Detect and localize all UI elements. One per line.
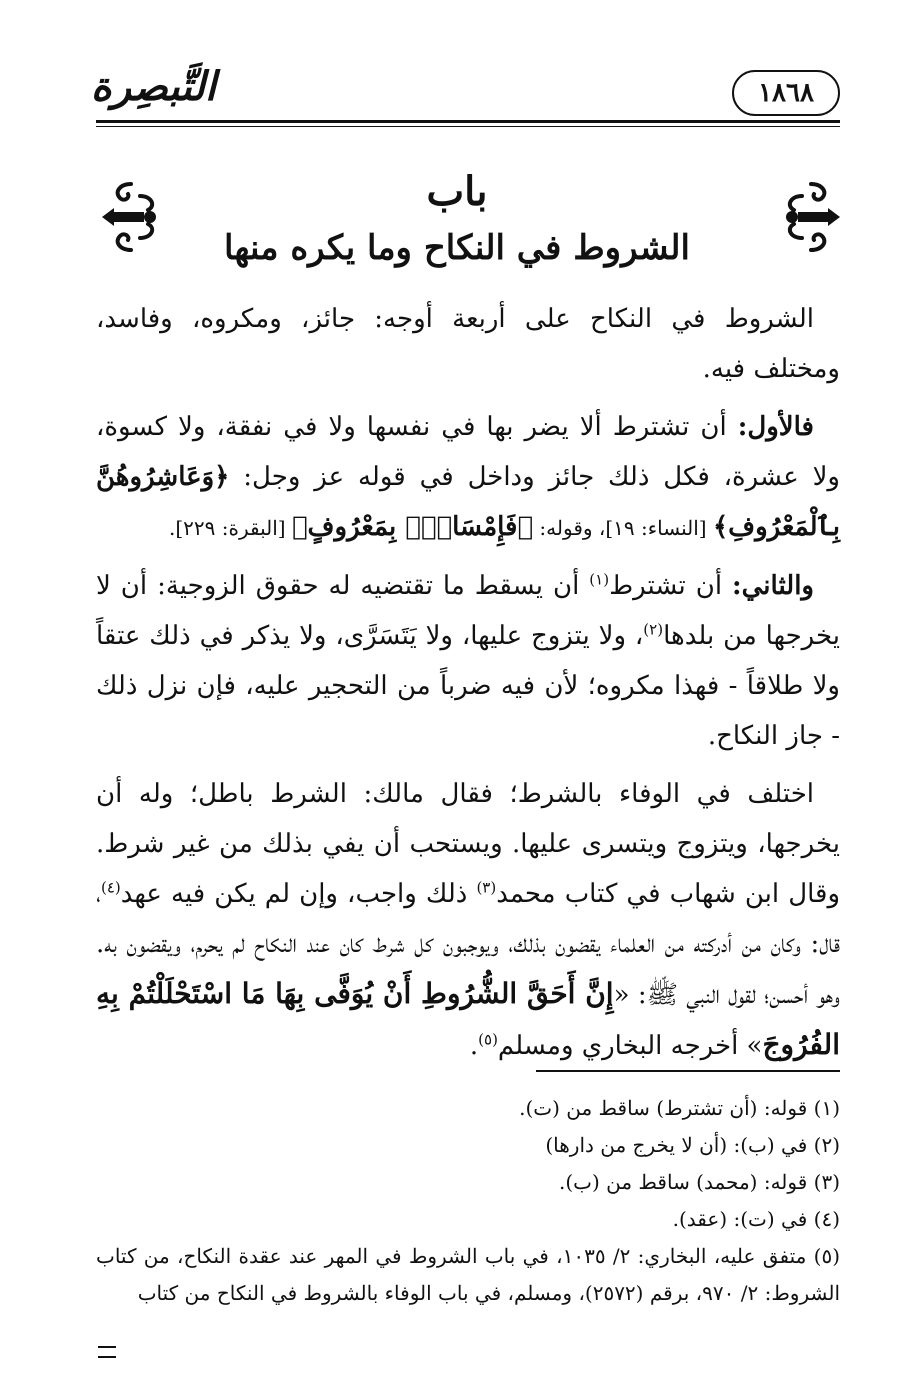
paragraph-4 — [96, 769, 840, 1071]
quran-verse: ﴿وَعَاشِرُوهُنَّ بِٱلْمَعْرُوفِ﴾ — [96, 462, 840, 542]
hadith-quote: إِنَّ أَحَقَّ الشُّرُوطِ أَنْ يُوَفَّى بِهَا مَا اسْتَحْلَلْتُمْ بِهِ الفُرُوجَ — [96, 977, 840, 1061]
footnotes — [96, 1090, 840, 1312]
paragraph-lead: والثاني: — [732, 571, 814, 601]
footnote-ref: (٤) — [100, 878, 121, 897]
paragraph-text: ذلك واجب، وإن لم يكن فيه عهد — [120, 879, 477, 909]
header-rule — [96, 120, 840, 123]
paragraph-lead: فالأول: — [737, 412, 814, 442]
body-text — [96, 294, 840, 1079]
running-header — [90, 58, 840, 130]
footnote-ref: (٥) — [478, 1030, 498, 1049]
footnote-ref: (١) — [589, 570, 610, 589]
footnote-2: (٢) في (ب): (أن لا يخرج من دارها) — [545, 1133, 840, 1157]
book-title: التَّبصِرة — [90, 63, 216, 110]
footnote-3: (٣) قوله: (محمد) ساقط من (ب). — [558, 1170, 840, 1194]
paragraph-1: الشروط في النكاح على أربعة أوجه: جائز، ومكروه، وفاسد، ومختلف فيه. — [96, 304, 840, 384]
continuation-mark — [98, 1346, 116, 1358]
paragraph-text: . — [469, 1031, 479, 1061]
chapter-label: باب — [426, 168, 488, 215]
chapter-title: الشروط في النكاح وما يكره منها — [224, 228, 690, 268]
paragraph-3 — [96, 561, 840, 761]
page-number: ١٨٦٨ — [732, 70, 840, 116]
footnote-ref: (٢) — [643, 620, 664, 639]
paragraph-text: أن تشترط ألا يضر بها في نفسها ولا في نفقة، ولا كسوة، ولا عشرة، فكل ذلك جائز وداخل في قوله عز وجل: — [96, 412, 840, 492]
paragraph-text: أن يسقط ما تقتضيه له حقوق الزوجية: أن لا يخرجها من بلدها — [96, 571, 841, 651]
paragraph-text: » أخرجه البخاري ومسلم — [497, 1031, 763, 1061]
footnote-4: (٤) في (ت): (عقد). — [672, 1207, 840, 1231]
paragraph-2 — [96, 402, 840, 553]
footnote-5: (٥) متفق عليه، البخاري: ٢/ ١٠٣٥، في باب الشروط في المهر عند عقدة النكاح، من كتاب الشروط: ٢/ ٩٧٠، برقم (٢٥٧٢)، ومسلم، في باب الوفاء بالشروط في النكاح من كتاب — [96, 1244, 840, 1305]
verse-reference: [البقرة: ٢٢٩]. — [168, 516, 292, 540]
paragraph-text: أن تشترط — [609, 571, 733, 601]
paragraph-text: ، قال: وكان من أدركته من العلماء يقضون بذلك، ويوجبون كل شرط كان عند النكاح لم يحرم، ويقضون به. وهو أحسن؛ لقول النبي ﷺ: « — [96, 879, 841, 1010]
paragraph-text: ، وقوله: — [533, 516, 606, 540]
header-rule-thin — [96, 126, 840, 127]
verse-reference: [النساء: ١٩] — [605, 516, 713, 540]
quran-verse: ﴿فَإِمْسَاكٌۢ بِمَعْرُوفٍ﴾ — [291, 512, 534, 542]
paragraph-text: اختلف في الوفاء بالشرط؛ فقال مالك: الشرط باطل؛ وله أن يخرجها، ويتزوج ويتسرى عليها. ويستحب أن يفي بذلك من غير شرط. وقال ابن شهاب في كتاب محمد — [96, 779, 840, 909]
footnote-separator — [536, 1070, 840, 1072]
footnote-1: (١) قوله: (أن تشترط) ساقط من (ت). — [519, 1096, 840, 1120]
footnote-ref: (٣) — [476, 878, 497, 897]
paragraph-text: ، ولا يتزوج عليها، ولا يَتَسَرَّى، ولا يذكر في ذلك عتقاً ولا طلاقاً - فهذا مكروه؛ لأن فيه ضرباً من التحجير عليه، فإن نزل ذلك - جاز النكاح. — [96, 621, 840, 751]
